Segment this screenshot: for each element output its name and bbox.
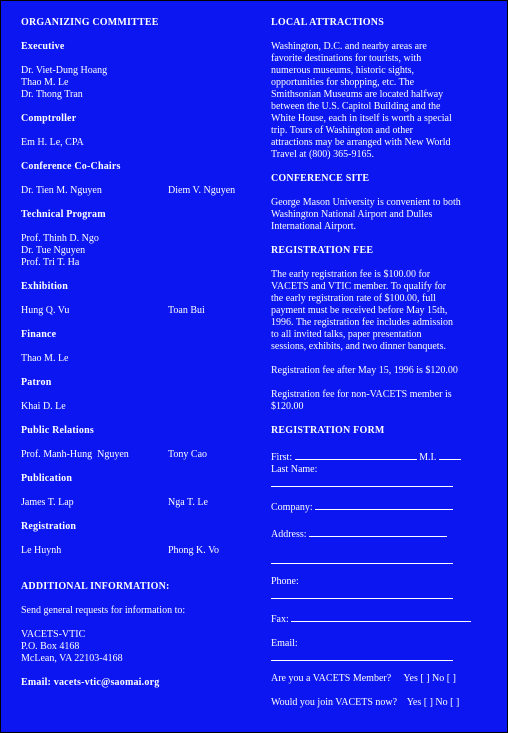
registration-row	[21, 545, 253, 557]
cochairs-row	[21, 185, 253, 197]
publication-heading: Publication	[21, 473, 73, 484]
fax-label: Fax:	[271, 614, 289, 625]
text-line: the early registration rate of $100.00, full	[271, 293, 436, 304]
mailing-address	[21, 629, 253, 665]
finance-heading: Finance	[21, 329, 57, 340]
fee-heading: REGISTRATION FEE	[271, 245, 374, 256]
text-line: sessions, exhibits, and two dinner banquets.	[271, 341, 446, 352]
additional-heading: ADDITIONAL INFORMATION:	[21, 581, 170, 592]
executive-names	[21, 65, 253, 101]
text-line: $120.00	[271, 401, 304, 412]
text-line: Travel at (800) 365-9165.	[271, 149, 374, 160]
additional-text: Send general requests for information to:	[21, 605, 186, 616]
company-label: Company:	[271, 502, 313, 513]
fax-field	[271, 611, 496, 626]
fee-text	[271, 269, 496, 353]
comptroller-heading: Comptroller	[21, 113, 77, 124]
middle-initial-input[interactable]	[439, 449, 461, 460]
company-field	[271, 499, 496, 514]
member-question: Are you a VACETS Member?	[271, 673, 392, 684]
comptroller-name: Em H. Le, CPA	[21, 137, 84, 148]
address-label: Address:	[271, 529, 307, 540]
executive-heading: Executive	[21, 41, 65, 52]
text-line: trip. Tours of Washington and other	[271, 125, 413, 136]
name-field	[271, 449, 496, 464]
form-heading: REGISTRATION FORM	[271, 425, 385, 436]
fee-nonmember	[271, 389, 496, 413]
text-line: Washington, D.C. and nearby areas are	[271, 41, 427, 52]
text-line: between the U.S. Capitol Building and the	[271, 101, 441, 112]
text-line: The early registration fee is $100.00 for	[271, 269, 431, 280]
patron-name: Khai D. Le	[21, 401, 66, 412]
left-column	[21, 17, 253, 701]
exhibition-name: Hung Q. Vu	[21, 305, 70, 316]
fee-after: Registration fee after May 15, 1996 is $120.00	[271, 365, 458, 376]
publication-name: Nga T. Le	[168, 497, 208, 508]
first-name-input[interactable]	[295, 449, 417, 460]
text-line: payment must be received before May 15th,	[271, 305, 448, 316]
address-field	[271, 526, 496, 541]
phone-input[interactable]	[271, 588, 453, 599]
pr-heading: Public Relations	[21, 425, 94, 436]
attractions-text	[271, 41, 496, 161]
text-line: to all invited talks, paper presentation	[271, 329, 422, 340]
address-line2-input[interactable]	[271, 553, 453, 564]
patron-heading: Patron	[21, 377, 52, 388]
text-line: George Mason University is convenient to both	[271, 197, 461, 208]
exhibition-name: Toan Bui	[168, 305, 205, 316]
committee-heading: ORGANIZING COMMITTEE	[21, 17, 159, 28]
technical-name: Prof. Tri T. Ha	[21, 257, 80, 268]
publication-row	[21, 497, 253, 509]
executive-name: Thao M. Le	[21, 77, 69, 88]
last-label: Last Name:	[271, 464, 318, 475]
cochairs-heading: Conference Co-Chairs	[21, 161, 121, 172]
contact-email: Email: vacets-vtic@saomai.org	[21, 677, 160, 688]
technical-name: Dr. Tue Nguyen	[21, 245, 86, 256]
address-input[interactable]	[309, 526, 447, 537]
text-line: favorite destinations for tourists, with	[271, 53, 422, 64]
email-input[interactable]	[271, 650, 453, 661]
exhibition-heading: Exhibition	[21, 281, 69, 292]
executive-name: Dr. Viet-Dung Hoang	[21, 65, 108, 76]
technical-heading: Technical Program	[21, 209, 106, 220]
pr-name: Prof. Manh-Hung Nguyen	[21, 449, 129, 460]
first-label: First:	[271, 452, 293, 463]
address-line: McLean, VA 22103-4168	[21, 653, 123, 664]
technical-names	[21, 233, 253, 269]
last-name-input[interactable]	[271, 476, 453, 487]
registration-name: Phong K. Vo	[168, 545, 220, 556]
join-question-row	[271, 697, 496, 709]
text-line: International Airport.	[271, 221, 356, 232]
text-line: 1996. The registration fee includes admission	[271, 317, 453, 328]
pr-row	[21, 449, 253, 461]
site-text	[271, 197, 496, 233]
member-checkboxes[interactable]: Yes [ ] No [ ]	[403, 673, 456, 684]
text-line: attractions may be arranged with New World	[271, 137, 451, 148]
address-line: VACETS-VTIC	[21, 629, 86, 640]
text-line: Smithsonian Museums are located halfway	[271, 89, 444, 100]
site-heading: CONFERENCE SITE	[271, 173, 370, 184]
phone-label: Phone:	[271, 576, 299, 587]
join-question: Would you join VACETS now?	[271, 697, 398, 708]
attractions-heading: LOCAL ATTRACTIONS	[271, 17, 384, 28]
fax-input[interactable]	[291, 611, 471, 622]
publication-name: James T. Lap	[21, 497, 74, 508]
pr-name: Tony Cao	[168, 449, 208, 460]
registration-heading: Registration	[21, 521, 77, 532]
cochair-name: Diem V. Nguyen	[168, 185, 236, 196]
text-line: Registration fee for non-VACETS member is	[271, 389, 452, 400]
exhibition-row	[21, 305, 253, 317]
email-label: Email:	[271, 638, 298, 649]
mi-label: M.I.	[419, 452, 437, 463]
text-line: opportunities for shopping, etc. The	[271, 77, 415, 88]
text-line: numerous museums, historic sights,	[271, 65, 415, 76]
right-column	[271, 17, 496, 721]
cochair-name: Dr. Tien M. Nguyen	[21, 185, 102, 196]
registration-name: Le Huynh	[21, 545, 62, 556]
member-question-row	[271, 673, 496, 685]
text-line: Washington National Airport and Dulles	[271, 209, 433, 220]
company-input[interactable]	[315, 499, 453, 510]
address-line: P.O. Box 4168	[21, 641, 80, 652]
finance-name: Thao M. Le	[21, 353, 69, 364]
join-checkboxes[interactable]: Yes [ ] No [ ]	[406, 697, 460, 708]
text-line: White House, each in itself is worth a special	[271, 113, 452, 124]
technical-name: Prof. Thinh D. Ngo	[21, 233, 99, 244]
text-line: VACETS and VTIC member. To qualify for	[271, 281, 447, 292]
executive-name: Dr. Thong Tran	[21, 89, 83, 100]
